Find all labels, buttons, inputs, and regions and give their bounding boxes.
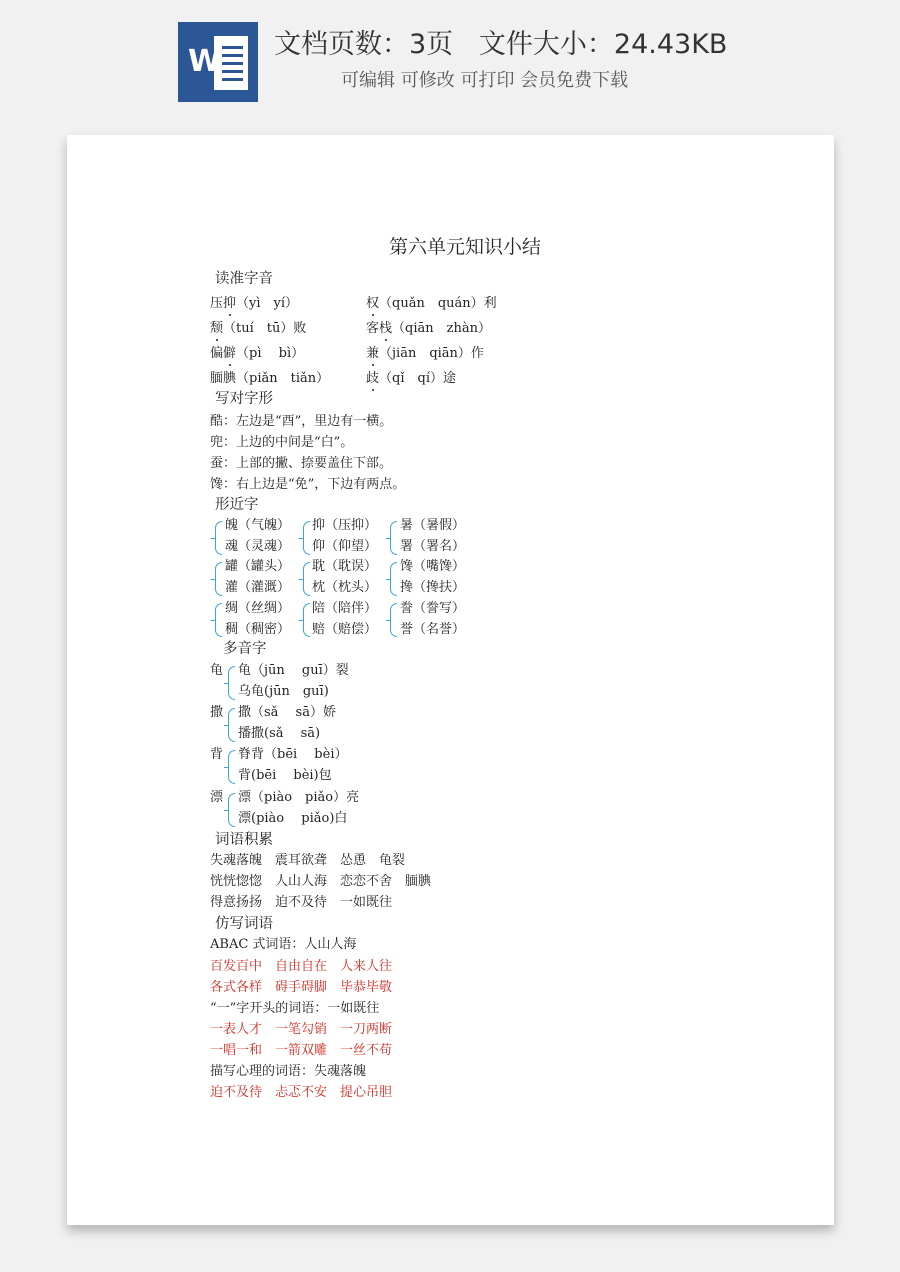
pronunciation-item: 颓（tuí tū）败 — [210, 321, 307, 336]
similar-char: 枕（枕头） — [312, 580, 378, 595]
polyphonic-char: 龟 — [210, 663, 224, 678]
similar-char: 赔（赔偿） — [312, 622, 378, 637]
brace — [390, 562, 397, 596]
document-page — [67, 135, 834, 1225]
polyphonic-char: 撒 — [210, 705, 224, 720]
polyphonic-word: 脊背（bēi bèi） — [238, 747, 348, 762]
brace — [390, 521, 397, 555]
pronunciation-item: 压抑（yì yí） — [210, 296, 299, 311]
brace — [215, 562, 222, 596]
section-heading-imitation: 仿写词语 — [215, 916, 273, 932]
polyphonic-word: 乌龟(jūn guī) — [238, 684, 329, 699]
imitation-answer: 各式各样 碍手碍脚 毕恭毕敬 — [210, 980, 393, 995]
imitation-prompt: ABAC 式词语：人山人海 — [210, 937, 357, 952]
polyphonic-word: 漂(piào piǎo)白 — [238, 811, 348, 826]
polyphonic-word: 撒（sǎ sā）娇 — [238, 705, 336, 720]
pronunciation-item: 权（quǎn quán）利 — [366, 296, 497, 311]
section-heading-similar: 形近字 — [215, 497, 259, 513]
glyph-note: 馋：右上边是“免”，下边有两点。 — [210, 477, 406, 492]
polyphonic-word: 漂（piào piǎo）亮 — [238, 790, 360, 805]
imitation-answer: 百发百中 自由自在 人来人往 — [210, 959, 393, 974]
brace — [215, 521, 222, 555]
similar-char: 暑（暑假） — [400, 518, 466, 533]
brace — [228, 666, 235, 700]
similar-char: 誊（誊写） — [400, 601, 466, 616]
section-heading-glyph: 写对字形 — [215, 391, 273, 407]
brace — [215, 603, 222, 637]
section-heading-polyphonic: 多音字 — [223, 641, 267, 657]
brace — [228, 708, 235, 742]
similar-char: 仰（仰望） — [312, 539, 378, 554]
imitation-answer: 一表人才 一笔勾销 一刀两断 — [210, 1022, 393, 1037]
similar-char: 抑（压抑） — [312, 518, 378, 533]
top-banner — [0, 0, 900, 118]
imitation-answer: 一唱一和 一箭双雕 一丝不苟 — [210, 1043, 393, 1058]
similar-char: 绸（丝绸） — [225, 601, 291, 616]
imitation-prompt: “一”字开头的词语：一如既往 — [210, 1001, 380, 1016]
polyphonic-char: 背 — [210, 747, 224, 762]
brace — [303, 521, 310, 555]
similar-char: 灌（灌溉） — [225, 580, 291, 595]
similar-char: 稠（稠密） — [225, 622, 291, 637]
pronunciation-item: 腼腆（piǎn tiǎn） — [210, 371, 330, 386]
polyphonic-word: 播撒(sǎ sā) — [238, 726, 321, 741]
brace — [303, 562, 310, 596]
brace — [228, 793, 235, 827]
pronunciation-item: 客栈（qiān zhàn） — [366, 321, 491, 336]
polyphonic-char: 漂 — [210, 790, 224, 805]
section-heading-pronunciation: 读准字音 — [215, 271, 273, 287]
similar-char: 罐（罐头） — [225, 559, 291, 574]
section-heading-vocabulary: 词语积累 — [215, 832, 273, 848]
polyphonic-word: 龟（jūn guī）裂 — [238, 663, 349, 678]
imitation-prompt: 描写心理的词语：失魂落魄 — [210, 1064, 367, 1079]
similar-char: 搀（搀扶） — [400, 580, 466, 595]
glyph-note: 酷：左边是“酉”，里边有一横。 — [210, 414, 393, 429]
pronunciation-item: 歧（qǐ qí）途 — [366, 371, 456, 386]
document-info: 文档页数：3页 文件大小：24.43KB — [274, 29, 728, 60]
pronunciation-item: 偏僻（pì bì） — [210, 346, 305, 361]
brace — [303, 603, 310, 637]
imitation-answer: 迫不及待 忐忑不安 提心吊胆 — [210, 1085, 393, 1100]
similar-char: 誉（名誉） — [400, 622, 466, 637]
brace — [228, 750, 235, 784]
document-tags: 可编辑 可修改 可打印 会员免费下载 — [341, 70, 629, 91]
brace — [390, 603, 397, 637]
pronunciation-item: 兼（jiān qiān）作 — [366, 346, 484, 361]
similar-char: 魄（气魄） — [225, 518, 291, 533]
page-title: 第六单元知识小结 — [389, 236, 542, 258]
similar-char: 馋（嘴馋） — [400, 559, 466, 574]
vocabulary-line: 得意扬扬 迫不及待 一如既往 — [210, 895, 393, 910]
word-document-icon: W — [178, 22, 258, 102]
similar-char: 耽（耽误） — [312, 559, 378, 574]
glyph-note: 蚕：上部的撇、捺要盖住下部。 — [210, 456, 393, 471]
similar-char: 魂（灵魂） — [225, 539, 291, 554]
polyphonic-word: 背(bēi bèi)包 — [238, 768, 332, 783]
vocabulary-line: 恍恍惚惚 人山人海 恋恋不舍 腼腆 — [210, 874, 432, 889]
similar-char: 陪（陪伴） — [312, 601, 378, 616]
similar-char: 署（署名） — [400, 539, 466, 554]
vocabulary-line: 失魂落魄 震耳欲聋 怂恿 龟裂 — [210, 853, 406, 868]
glyph-note: 兜：上边的中间是“白”。 — [210, 435, 354, 450]
